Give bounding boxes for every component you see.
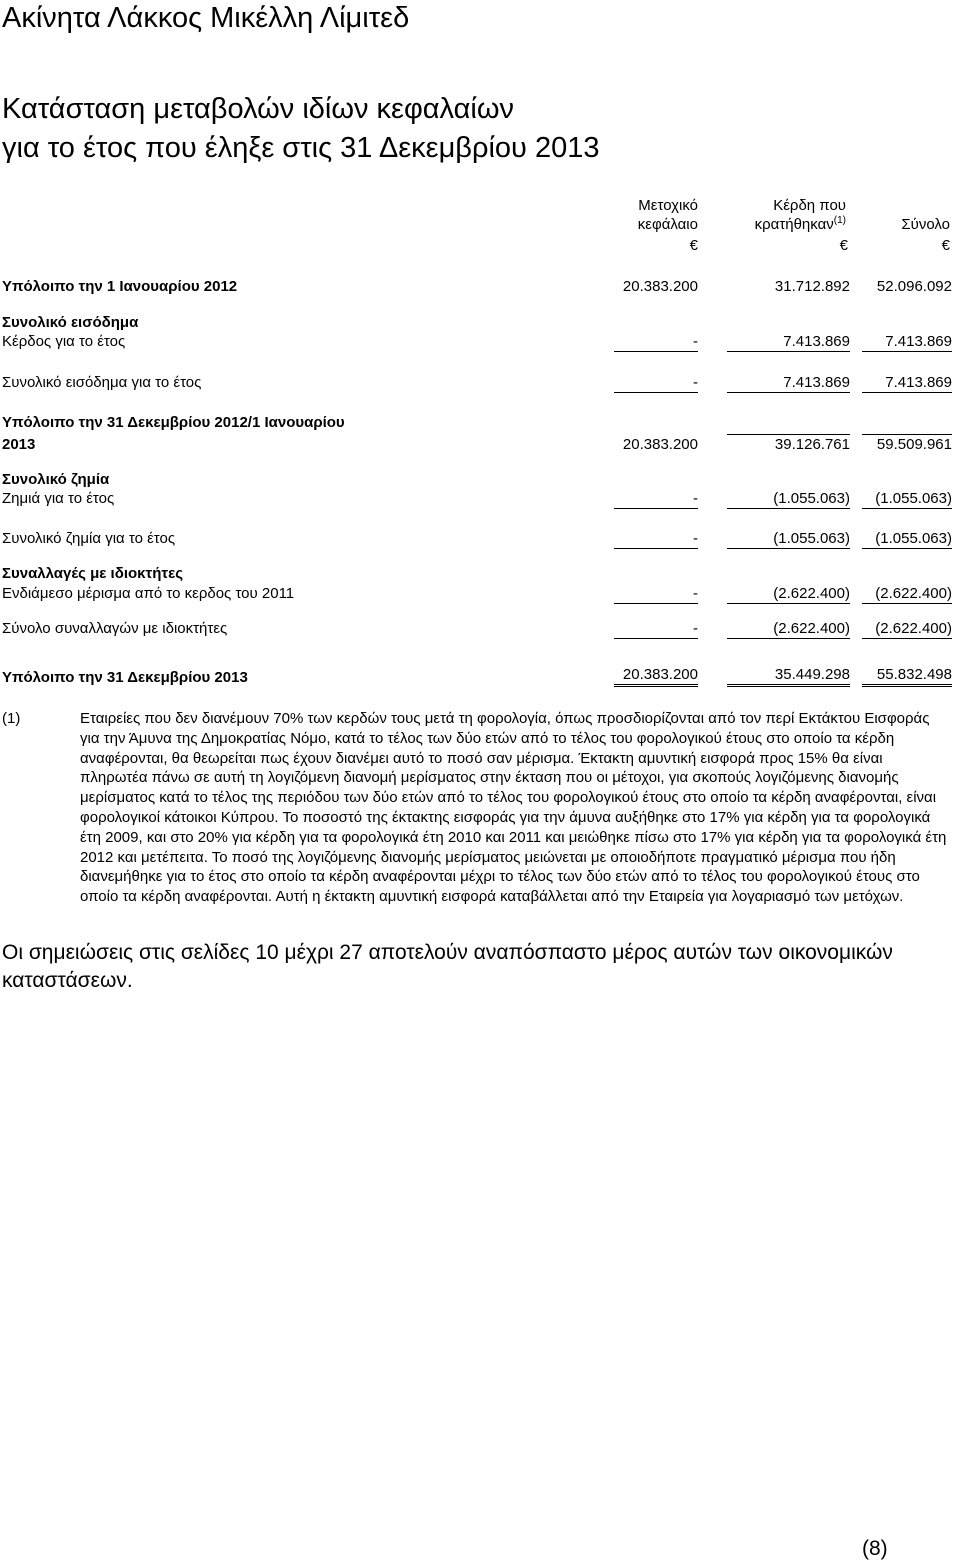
total-owners-retained: (2.622.400) — [727, 619, 850, 639]
total-owners-share-capital: - — [614, 619, 698, 639]
profit-retained: 7.413.869 — [727, 332, 850, 352]
loss-total: (1.055.063) — [862, 489, 952, 509]
total-loss-total: (1.055.063) — [862, 529, 952, 549]
total-owners-total: (2.622.400) — [862, 619, 952, 639]
page-number: (8) — [862, 1537, 888, 1560]
balance-2013-share-capital: 20.383.200 — [614, 665, 698, 687]
column-header-total: Σύνολο — [901, 216, 950, 233]
row-label-balance-2012: Υπόλοιπο την 1 Ιανουαρίου 2012 — [2, 278, 238, 295]
heading-comprehensive-loss: Συνολικό ζημία — [2, 471, 110, 488]
row-label-profit: Κέρδος για το έτος — [2, 333, 126, 350]
row-label-balance-2013: Υπόλοιπο την 31 Δεκεμβρίου 2013 — [2, 669, 248, 686]
row-label-loss: Ζημιά για το έτος — [2, 490, 115, 507]
footnote-text: Εταιρείες που δεν διανέμουν 70% των κερδών τους μετά τη φορολογία, όπως προσδιορίζονται από τον περί Εκτάκτου Εισφοράς για την Άμυνα της Δημοκρατίας Νόμο, κατά το τέλος των δύο ετών από το τέλος του φορολογικού έτους στο οποίο τα κέρδη αναφέρονται, θα θεωρείται πως έχουν διανέμει αυτό το ποσό σαν μέρισμα. Έκτακτη αμυντική εισφορά προς 15% θα είναι πληρωτέα πάνω σε αυτή τη λογιζόμενη διανομή μερίσματος στην έκταση που οι μέτοχοι, για σκοπούς λογιζόμενης διανομής μερίσματος κατά το τέλος της περιόδου των δύο ετών από το τέλος του φορολογικού έτους στο οποίο τα κέρδη αναφέρονται, είναι φορολογικοί κάτοικοι Κύπρου. Το ποσοστό της έκτακτης εισφοράς για την άμυνα αυξήθηκε στο 17% για κέρδη για τα φορολογικά έτη 2009, και στο 20% για κέρδη για τα φορολογικά έτη 2010 και 2011 και μειώθηκε πίσω στο 17% για κέρδη για τα φορολογικά έτη 2012 και μετέπειτα. Το ποσό της λογιζόμενης διανομής μερίσματος μειώνεται με οποιοδήποτε πραγματικό μέρισμα που ήδη διανεμήθηκε για το έτος στο οποίο τα κέρδη αναφέρονται μέχρι το τέλος των δύο ετών από το τέλος του φορολογικού έτους στο οποίο τα κέρδη αναφέρονται. Αυτή η έκτακτη αμυντική εισφορά καταβάλλεται από την Εταιρεία για λογαριασμό των μετόχων. — [80, 710, 947, 906]
profit-total: 7.413.869 — [862, 332, 952, 352]
dividend-share-capital: - — [614, 584, 698, 604]
total-income-retained: 7.413.869 — [727, 373, 850, 393]
heading-transactions-owners: Συναλλαγές με ιδιοκτήτες — [2, 565, 183, 582]
currency-share-capital: € — [689, 237, 698, 254]
column-header-share-capital: Μετοχικό κεφάλαιο — [637, 197, 698, 233]
balance-2012-retained: 31.712.892 — [774, 278, 850, 295]
dividend-total: (2.622.400) — [862, 584, 952, 604]
footnote-marker: (1) — [2, 710, 21, 727]
total-loss-share-capital: - — [614, 529, 698, 549]
notes-integral-statement: Οι σημειώσεις στις σελίδες 10 μέχρι 27 αποτελούν αναπόσπαστο μέρος αυτών των οικονομικών καταστάσεων. — [2, 941, 893, 992]
balance-2012-end-total: 59.509.961 — [862, 434, 952, 454]
total-income-share-capital: - — [614, 373, 698, 393]
balance-2012-end-share-capital: 20.383.200 — [622, 436, 698, 453]
currency-total: € — [941, 237, 950, 254]
currency-retained-earnings: € — [839, 237, 848, 254]
loss-retained: (1.055.063) — [727, 489, 850, 509]
total-income-total: 7.413.869 — [862, 373, 952, 393]
balance-2012-end-retained: 39.126.761 — [727, 434, 850, 454]
profit-share-capital: - — [614, 332, 698, 352]
balance-2013-total: 55.832.498 — [862, 665, 952, 687]
dividend-retained: (2.622.400) — [727, 584, 850, 604]
row-label-total-owners: Σύνολο συναλλαγών με ιδιοκτήτες — [2, 620, 228, 637]
statement-title-line1: Κατάσταση μεταβολών ιδίων κεφαλαίων — [2, 93, 514, 125]
row-label-total-loss: Συνολικό ζημία για το έτος — [2, 530, 176, 547]
column-header-retained-earnings: Κέρδη που κρατήθηκαν$^{(1)}$ — [754, 197, 846, 233]
heading-comprehensive-income: Συνολικό εισόδημα — [2, 314, 139, 331]
total-loss-retained: (1.055.063) — [727, 529, 850, 549]
balance-2012-share-capital: 20.383.200 — [622, 278, 698, 295]
row-label-total-income: Συνολικό εισόδημα για το έτος — [2, 374, 202, 391]
footnote-reference: (1) — [833, 215, 846, 226]
loss-share-capital: - — [614, 489, 698, 509]
company-name: Ακίνητα Λάκκος Μικέλλη Λίμιτεδ — [2, 2, 410, 34]
statement-title-line2: για το έτος που έληξε στις 31 Δεκεμβρίου 2013 — [2, 132, 600, 164]
balance-2012-total: 52.096.092 — [876, 278, 952, 295]
statement-title — [2, 90, 599, 168]
row-label-interim-dividend: Ενδιάμεσο μέρισμα από το κερδος του 2011 — [2, 585, 295, 602]
row-label-balance-2012-end: Υπόλοιπο την 31 Δεκεμβρίου 2012/1 Ιανουαρίου 2013 — [2, 414, 345, 453]
balance-2013-retained: 35.449.298 — [727, 665, 850, 687]
